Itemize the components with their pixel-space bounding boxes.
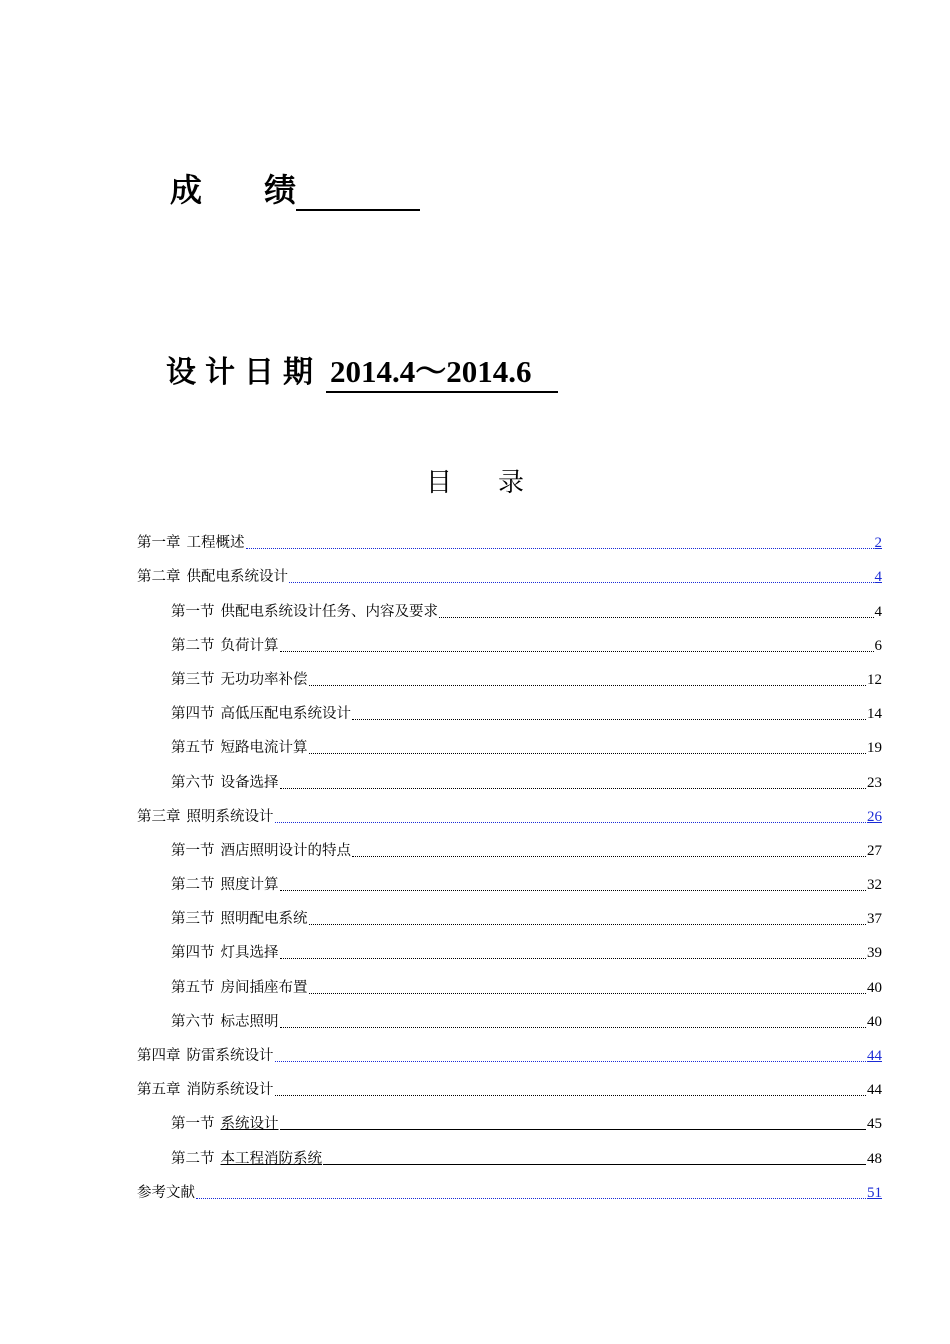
toc-entry-page: 37	[867, 911, 882, 928]
toc-entry-page: 12	[867, 671, 882, 688]
toc-entry[interactable]	[137, 1073, 882, 1107]
toc-entry-page: 19	[867, 740, 882, 757]
toc-entry[interactable]	[137, 697, 882, 731]
toc-entry-page: 6	[874, 637, 882, 654]
toc-entry-title: 负荷计算	[220, 637, 279, 654]
toc-dot-leader	[280, 787, 867, 789]
toc-entry-number: 第五节	[171, 740, 215, 757]
toc-entry-number: 第一节	[171, 842, 215, 859]
toc-entry-number: 第二章	[137, 569, 181, 586]
toc-entry[interactable]	[137, 663, 882, 697]
toc-entry-number: 第五章	[137, 1082, 181, 1099]
toc-entry[interactable]	[137, 970, 882, 1004]
toc-dot-leader	[280, 650, 874, 652]
grade-label-char-1: 成	[170, 171, 203, 209]
toc-entry-number: 第二节	[171, 637, 215, 654]
toc-entry-number: 第六节	[171, 774, 215, 791]
toc-entry-title: 照度计算	[220, 877, 279, 894]
toc-entry-page: 23	[867, 774, 882, 791]
toc-entry-number: 第五节	[171, 979, 215, 996]
toc-dot-leader	[280, 1026, 867, 1028]
toc-entry-page: 4	[874, 603, 882, 620]
toc-entry[interactable]	[137, 594, 882, 628]
grade-field	[170, 165, 420, 211]
toc-entry-page: 27	[867, 842, 882, 859]
toc-entry-number: 第四节	[171, 706, 215, 723]
toc-entry[interactable]	[137, 1176, 882, 1210]
toc-entry-title: 供配电系统设计任务、内容及要求	[220, 603, 438, 620]
toc-dot-leader	[309, 992, 867, 994]
toc-entry[interactable]	[137, 902, 882, 936]
toc-entry[interactable]	[137, 1039, 882, 1073]
toc-entry-title: 房间插座布置	[220, 979, 308, 996]
toc-entry-page: 26	[867, 808, 882, 825]
toc-entry-page: 40	[867, 979, 882, 996]
toc-entry-title: 短路电流计算	[220, 740, 308, 757]
toc-entry-number: 第六节	[171, 1013, 215, 1030]
toc-entry-number: 第一节	[171, 603, 215, 620]
toc-dot-leader	[309, 684, 867, 686]
toc-entry-number: 第四节	[171, 945, 215, 962]
toc-entry[interactable]	[137, 731, 882, 765]
toc-entry-number: 第四章	[137, 1048, 181, 1064]
toc-entry[interactable]	[137, 868, 882, 902]
toc-entry-page: 45	[867, 1116, 882, 1133]
toc-entry-title: 防雷系统设计	[186, 1048, 274, 1064]
toc-dot-leader	[246, 547, 874, 549]
table-of-contents	[137, 526, 882, 1210]
toc-entry-title: 供配电系统设计	[186, 569, 288, 586]
design-date-field	[166, 346, 558, 393]
toc-dot-leader	[280, 957, 867, 959]
toc-entry-title: 灯具选择	[220, 945, 279, 962]
toc-entry-number: 第二节	[171, 1150, 215, 1167]
toc-entry-page: 4	[874, 569, 882, 586]
toc-dot-leader	[439, 616, 874, 618]
toc-entry[interactable]	[137, 800, 882, 834]
toc-entry[interactable]	[137, 1141, 882, 1175]
design-date-label: 设计日期	[166, 355, 322, 390]
toc-entry[interactable]	[137, 526, 882, 560]
toc-dot-leader	[323, 1163, 866, 1165]
toc-entry[interactable]	[137, 629, 882, 663]
toc-entry[interactable]	[137, 834, 882, 868]
toc-entry-number: 第二节	[171, 877, 215, 894]
toc-entry-title: 标志照明	[220, 1013, 279, 1030]
toc-entry[interactable]	[137, 1107, 882, 1141]
toc-title: 目录	[425, 468, 570, 498]
toc-entry-page: 2	[874, 535, 882, 552]
toc-dot-leader	[275, 821, 867, 823]
toc-entry-page: 51	[867, 1184, 882, 1201]
grade-blank-line	[296, 173, 420, 211]
toc-entry[interactable]	[137, 1005, 882, 1039]
toc-dot-leader	[280, 1128, 867, 1130]
toc-entry-title: 消防系统设计	[186, 1082, 274, 1099]
toc-entry[interactable]	[137, 936, 882, 970]
toc-entry-number: 第三节	[171, 911, 215, 928]
toc-dot-leader	[196, 1197, 866, 1199]
toc-dot-leader	[275, 1094, 867, 1096]
toc-entry-page: 39	[867, 945, 882, 962]
toc-entry-title: 设备选择	[220, 774, 279, 791]
toc-dot-leader	[309, 752, 867, 754]
toc-dot-leader	[352, 855, 866, 857]
toc-dot-leader	[280, 889, 867, 891]
toc-entry-title: 工程概述	[186, 535, 245, 552]
toc-entry[interactable]	[137, 560, 882, 594]
toc-dot-leader	[309, 923, 867, 925]
toc-entry-title: 酒店照明设计的特点	[220, 842, 351, 859]
toc-dot-leader	[352, 718, 866, 720]
toc-dot-leader	[289, 581, 874, 583]
toc-entry-page: 44	[867, 1082, 882, 1099]
grade-label-char-2: 绩	[264, 171, 297, 209]
toc-entry-page: 44	[867, 1048, 882, 1064]
toc-dot-leader	[275, 1060, 867, 1062]
toc-entry-title: 照明系统设计	[186, 808, 274, 825]
toc-entry-title: 高低压配电系统设计	[220, 706, 351, 723]
toc-entry-number: 第一节	[171, 1116, 215, 1133]
toc-entry-page: 40	[867, 1013, 882, 1030]
toc-entry[interactable]	[137, 765, 882, 799]
toc-entry-title: 系统设计	[220, 1116, 279, 1133]
toc-entry-page: 48	[867, 1150, 882, 1167]
toc-entry-title: 照明配电系统	[220, 911, 308, 928]
design-date-value: 2014.4～2014.6	[326, 346, 558, 393]
toc-entry-page: 14	[867, 706, 882, 723]
toc-entry-title: 参考文献	[137, 1184, 195, 1201]
toc-entry-number: 第一章	[137, 535, 181, 552]
toc-entry-title: 本工程消防系统	[220, 1150, 322, 1167]
toc-entry-number: 第三节	[171, 671, 215, 688]
toc-entry-title: 无功功率补偿	[220, 671, 308, 688]
toc-entry-number: 第三章	[137, 808, 181, 825]
toc-entry-page: 32	[867, 877, 882, 894]
